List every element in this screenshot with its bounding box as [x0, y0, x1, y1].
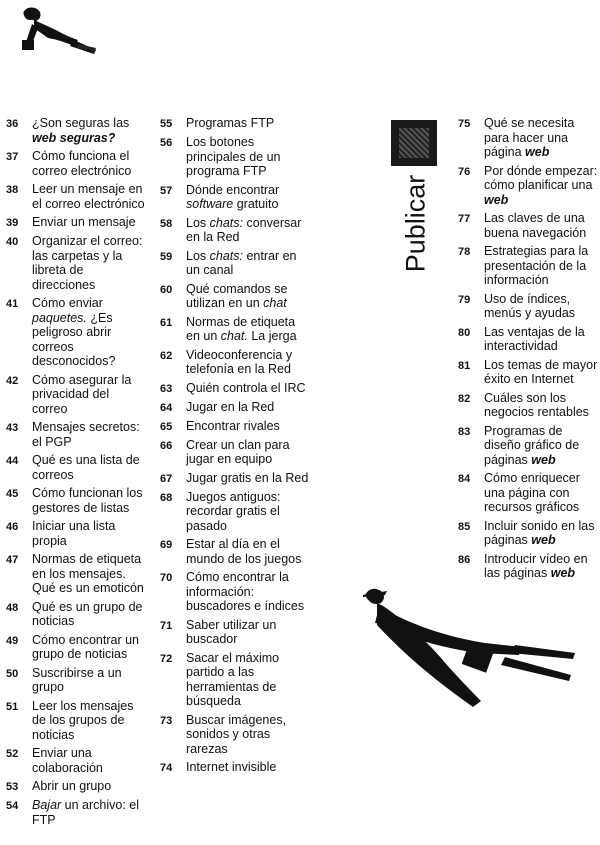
- toc-entry-text: Los: [186, 248, 210, 263]
- toc-entry-text: Abrir un grupo: [32, 779, 112, 793]
- toc-entry[interactable]: [160, 315, 310, 344]
- toc-entry[interactable]: [160, 490, 310, 534]
- toc-entry-number: 60: [160, 283, 173, 296]
- toc-entry-text: Uso de índices, menús y ayudas: [484, 291, 576, 320]
- toc-entry-title: [186, 315, 310, 344]
- toc-entry[interactable]: [160, 135, 310, 179]
- toc-entry-title: [484, 391, 598, 420]
- toc-entry-number: 38: [6, 184, 19, 196]
- toc-column-3: [458, 116, 598, 585]
- toc-entry-title: [32, 234, 146, 292]
- toc-entry[interactable]: [458, 116, 598, 160]
- toc-entry[interactable]: [6, 296, 146, 369]
- toc-entry-text: Leer los mensajes de los grupos de noticias: [32, 698, 134, 742]
- toc-entry-number: 48: [6, 601, 19, 614]
- toc-entry-number: 82: [458, 392, 471, 405]
- toc-entry[interactable]: [6, 116, 146, 145]
- toc-entry-number: 62: [160, 349, 173, 362]
- toc-entry-title: [484, 424, 598, 468]
- toc-entry-number: 80: [458, 326, 471, 339]
- toc-entry[interactable]: [458, 164, 598, 208]
- flying-man-illustration: [355, 585, 590, 720]
- toc-entry-text: Programas de diseño gráfico de páginas: [484, 423, 580, 467]
- toc-entry-title: [186, 400, 274, 415]
- toc-entry-title: [186, 419, 280, 434]
- toc-entry-title: [484, 116, 598, 160]
- toc-entry-text: chats:: [209, 215, 243, 230]
- toc-entry-title: [32, 798, 146, 827]
- toc-entry-text: Qué comandos se utilizan en un: [186, 281, 288, 310]
- toc-entry-text: Qué se necesita para hacer una página: [484, 116, 575, 159]
- toc-entry-text: Bajar: [32, 798, 62, 812]
- toc-entry-title: [186, 381, 306, 396]
- toc-entry-text: Enviar una colaboración: [32, 746, 103, 775]
- toc-entry-number: 64: [160, 401, 173, 414]
- toc-entry-text: Normas de etiqueta en los mensajes. Qué es un emoticón: [32, 552, 144, 595]
- toc-entry-text: chat: [263, 296, 287, 310]
- toc-entry-title: [32, 699, 146, 743]
- toc-entry[interactable]: [160, 570, 310, 614]
- toc-entry-text: Cómo encontrar un grupo de noticias: [32, 632, 140, 661]
- toc-entry[interactable]: [6, 182, 146, 211]
- toc-entry-title: [484, 164, 598, 208]
- toc-entry-number: 42: [6, 374, 19, 387]
- toc-entry-title: [32, 633, 146, 662]
- toc-entry-text: Cuáles son los negocios rentables: [484, 390, 589, 419]
- section-title: [388, 174, 444, 272]
- toc-entry-title: [186, 713, 310, 757]
- toc-entry-text: web: [525, 145, 550, 159]
- toc-entry-title: [186, 282, 310, 311]
- toc-entry-title: [484, 552, 598, 581]
- toc-entry-text: Mensajes secretos: el PGP: [32, 420, 140, 449]
- toc-entry-title: [186, 570, 310, 614]
- toc-entry-number: 54: [6, 800, 19, 812]
- toc-entry[interactable]: [458, 211, 598, 240]
- toc-entry-text: Encontrar rivales: [186, 418, 280, 433]
- toc-entry-text: Dónde encontrar: [186, 182, 280, 197]
- toc-entry-number: 47: [6, 554, 19, 566]
- toc-entry[interactable]: [160, 438, 310, 467]
- toc-entry-title: [32, 746, 146, 775]
- toc-entry[interactable]: [6, 373, 146, 417]
- toc-entry-title: [32, 420, 146, 449]
- toc-entry[interactable]: [160, 282, 310, 311]
- toc-entry-title: [186, 618, 310, 647]
- toc-entry[interactable]: [458, 325, 598, 354]
- toc-entry-number: 68: [160, 491, 173, 504]
- toc-entry-title: [484, 358, 598, 387]
- toc-entry[interactable]: [160, 760, 310, 775]
- toc-entry-text: Normas de etiqueta en un: [186, 314, 296, 343]
- toc-entry-text: Buscar imágenes, sonidos y otras rarezas: [186, 712, 287, 756]
- toc-entry-title: [186, 183, 310, 212]
- toc-entry-text: Saber utilizar un buscador: [186, 617, 277, 646]
- toc-entry-text: Los temas de mayor éxito en Internet: [484, 357, 598, 386]
- section-emblem-icon: [391, 120, 437, 166]
- toc-entry-text: ¿Es peligroso abrir correos desconocidos?: [32, 310, 116, 368]
- toc-entry-text: Jugar en la Red: [186, 399, 275, 414]
- toc-entry[interactable]: [458, 552, 598, 581]
- toc-entry-number: 37: [6, 151, 19, 163]
- toc-entry[interactable]: [6, 552, 146, 596]
- toc-entry[interactable]: [6, 746, 146, 775]
- toc-entry-number: 71: [160, 619, 173, 632]
- toc-entry-number: 79: [458, 293, 471, 306]
- toc-entry-title: [484, 325, 598, 354]
- toc-entry-text: Cómo encontrar la información: buscadores e índices: [186, 570, 305, 613]
- toc-entry-text: Internet invisible: [186, 760, 277, 774]
- toc-entry-number: 85: [458, 520, 471, 533]
- toc-entry[interactable]: [6, 486, 146, 515]
- toc-entry-text: software: [186, 197, 234, 211]
- toc-entry-text: Jugar gratis en la Red: [186, 470, 309, 485]
- toc-entry-text: chat.: [220, 329, 248, 343]
- toc-entry-text: Qué es una lista de correos: [32, 453, 140, 482]
- toc-entry-text: un archivo: el FTP: [32, 798, 140, 827]
- toc-entry[interactable]: [6, 798, 146, 827]
- toc-entry-text: Introducir vídeo en las páginas: [484, 551, 588, 580]
- flying-woman-illustration: [8, 4, 108, 64]
- toc-entry-title: [484, 471, 598, 515]
- toc-entry-text: Las claves de una buena navegación: [484, 211, 587, 240]
- toc-entry-title: [186, 537, 310, 566]
- toc-entry-title: [32, 149, 146, 178]
- toc-entry-number: 43: [6, 422, 19, 434]
- toc-entry-number: 63: [160, 382, 173, 395]
- toc-entry-title: [186, 651, 310, 709]
- toc-entry[interactable]: [458, 519, 598, 548]
- toc-entry[interactable]: [6, 666, 146, 695]
- toc-entry-text: Leer un mensaje en el correo electrónico: [32, 182, 145, 211]
- toc-entry-title: [484, 519, 598, 548]
- toc-entry-text: Cómo asegurar la privacidad del correo: [32, 372, 132, 416]
- toc-entry-title: [186, 135, 310, 179]
- toc-entry-number: 78: [458, 246, 471, 258]
- toc-entry[interactable]: [458, 424, 598, 468]
- toc-entry-text: Organizar el correo: las carpetas y la libreta de direcciones: [32, 234, 143, 292]
- toc-entry-number: 58: [160, 217, 173, 230]
- toc-entry-text: Los botones principales de un programa FTP: [186, 135, 281, 178]
- toc-entry-number: 77: [458, 213, 471, 225]
- toc-entry-number: 75: [458, 118, 471, 130]
- toc-entry-text: Incluir sonido en las páginas: [484, 518, 595, 547]
- toc-entry-number: 84: [458, 473, 471, 485]
- toc-entry[interactable]: [6, 420, 146, 449]
- toc-entry-number: 72: [160, 652, 173, 665]
- toc-entry-text: Cómo funcionan los gestores de listas: [32, 486, 143, 515]
- toc-entry-number: 46: [6, 521, 19, 533]
- toc-entry-title: [186, 216, 310, 245]
- toc-entry-title: [32, 779, 111, 794]
- toc-entry-text: Cómo enviar: [32, 296, 103, 310]
- toc-entry[interactable]: [160, 419, 310, 434]
- toc-entry-number: 45: [6, 488, 19, 500]
- toc-entry-number: 86: [458, 553, 471, 566]
- toc-entry-title: [32, 182, 146, 211]
- toc-entry[interactable]: [458, 358, 598, 387]
- toc-entry-title: [186, 348, 310, 377]
- toc-entry[interactable]: [6, 215, 146, 230]
- toc-entry[interactable]: [160, 381, 310, 396]
- toc-entry[interactable]: [6, 779, 146, 794]
- toc-entry-text: chats:: [209, 248, 243, 263]
- toc-entry-number: 83: [458, 425, 471, 438]
- toc-entry-number: 41: [6, 298, 19, 310]
- toc-entry-title: [186, 116, 274, 131]
- toc-entry-title: [186, 438, 310, 467]
- toc-entry-text: La jerga: [247, 329, 297, 343]
- toc-entry[interactable]: [160, 618, 310, 647]
- toc-entry-text: web: [484, 192, 509, 207]
- toc-entry-number: 39: [6, 217, 19, 229]
- toc-entry-text: gratuito: [233, 197, 279, 211]
- toc-entry-title: [32, 116, 146, 145]
- toc-entry-number: 59: [160, 250, 173, 263]
- toc-entry-text: Programas FTP: [186, 116, 275, 130]
- toc-column-2: [160, 116, 310, 779]
- toc-entry[interactable]: [160, 651, 310, 709]
- toc-entry-number: 50: [6, 667, 19, 680]
- toc-column-1: [6, 116, 146, 831]
- toc-entry-title: [32, 600, 146, 629]
- toc-entry-number: 56: [160, 137, 173, 149]
- toc-entry[interactable]: [6, 234, 146, 292]
- toc-entry[interactable]: [458, 244, 598, 288]
- toc-entry[interactable]: [160, 713, 310, 757]
- toc-entry-text: Por dónde empezar: cómo planificar una: [484, 163, 598, 192]
- toc-entry-number: 52: [6, 748, 19, 760]
- toc-entry-title: [186, 471, 308, 486]
- toc-entry-title: [32, 486, 146, 515]
- toc-entry-text: Juegos antiguos: recordar gratis el pasado: [186, 489, 281, 533]
- toc-entry-text: web seguras?: [32, 130, 116, 145]
- toc-entry-text: Estar al día en el mundo de los juegos: [186, 537, 302, 566]
- toc-entry-text: Cómo funciona el correo electrónico: [32, 149, 132, 178]
- toc-entry-title: [32, 296, 146, 369]
- toc-entry-title: [484, 244, 598, 288]
- toc-entry-text: Suscribirse a un grupo: [32, 665, 122, 694]
- toc-entry-title: [186, 490, 310, 534]
- toc-entry-text: Sacar el máximo partido a las herramientas de búsqueda: [186, 650, 280, 708]
- toc-entry-title: [32, 519, 146, 548]
- toc-entry-text: web: [531, 452, 556, 467]
- toc-entry-text: Qué es un grupo de noticias: [32, 599, 143, 628]
- toc-entry-text: paquetes.: [32, 310, 87, 325]
- toc-entry-number: 74: [160, 762, 173, 774]
- toc-entry-title: [32, 215, 136, 230]
- toc-entry-title: [32, 453, 146, 482]
- toc-entry-number: 76: [458, 165, 471, 178]
- toc-entry-title: [32, 552, 146, 596]
- toc-entry-number: 44: [6, 455, 19, 467]
- toc-entry[interactable]: [160, 471, 310, 486]
- toc-entry[interactable]: [160, 116, 310, 131]
- toc-entry-title: [32, 373, 146, 417]
- toc-entry-number: 66: [160, 439, 173, 452]
- toc-entry-title: [32, 666, 146, 695]
- toc-entry-number: 61: [160, 316, 173, 329]
- toc-entry-number: 65: [160, 420, 173, 433]
- toc-entry[interactable]: [6, 600, 146, 629]
- toc-entry-text: Los: [186, 215, 210, 230]
- section-title-text: Publicar: [400, 174, 431, 272]
- toc-entry-text: Quién controla el IRC: [186, 380, 306, 395]
- toc-entry[interactable]: [6, 519, 146, 548]
- toc-entry-number: 57: [160, 184, 173, 197]
- toc-entry-number: 51: [6, 700, 19, 713]
- toc-entry[interactable]: [160, 537, 310, 566]
- toc-entry[interactable]: [458, 471, 598, 515]
- toc-entry[interactable]: [160, 249, 310, 278]
- toc-entry-title: [186, 760, 276, 775]
- toc-entry-text: ¿Son seguras las: [32, 116, 130, 130]
- toc-entry-text: Estrategias para la presentación de la información: [484, 244, 589, 287]
- toc-entry-number: 67: [160, 472, 173, 485]
- toc-entry[interactable]: [160, 400, 310, 415]
- toc-entry-number: 69: [160, 539, 173, 551]
- toc-entry-number: 73: [160, 714, 173, 727]
- toc-entry-title: [484, 211, 598, 240]
- toc-entry-text: Crear un clan para jugar en equipo: [186, 437, 290, 466]
- toc-entry-text: Cómo enriquecer una página con recursos gráficos: [484, 471, 580, 514]
- toc-entry-text: web: [531, 533, 556, 547]
- toc-entry-title: [484, 292, 598, 321]
- toc-entry[interactable]: [6, 633, 146, 662]
- toc-entry-number: 55: [160, 118, 173, 130]
- toc-entry-number: 81: [458, 359, 471, 372]
- toc-entry-number: 36: [6, 118, 19, 130]
- toc-entry-text: entrar en un canal: [186, 248, 297, 277]
- toc-entry-text: Enviar un mensaje: [32, 215, 136, 229]
- toc-entry[interactable]: [160, 183, 310, 212]
- toc-entry[interactable]: [160, 348, 310, 377]
- toc-entry-text: Las ventajas de la interactividad: [484, 324, 585, 353]
- toc-entry-text: web: [550, 566, 576, 580]
- toc-entry[interactable]: [458, 391, 598, 420]
- toc-entry[interactable]: [6, 149, 146, 178]
- toc-entry-text: Videoconferencia y telefonía en la Red: [186, 347, 293, 376]
- toc-entry[interactable]: [458, 292, 598, 321]
- toc-entry-number: 53: [6, 781, 19, 793]
- toc-entry-text: conversar en la Red: [186, 215, 302, 244]
- toc-entry[interactable]: [6, 699, 146, 743]
- toc-entry-number: 40: [6, 236, 19, 248]
- toc-entry-number: 70: [160, 572, 173, 584]
- toc-entry-number: 49: [6, 634, 19, 647]
- toc-entry-text: Iniciar una lista propia: [32, 519, 116, 548]
- toc-entry[interactable]: [160, 216, 310, 245]
- toc-entry-title: [186, 249, 310, 278]
- toc-entry[interactable]: [6, 453, 146, 482]
